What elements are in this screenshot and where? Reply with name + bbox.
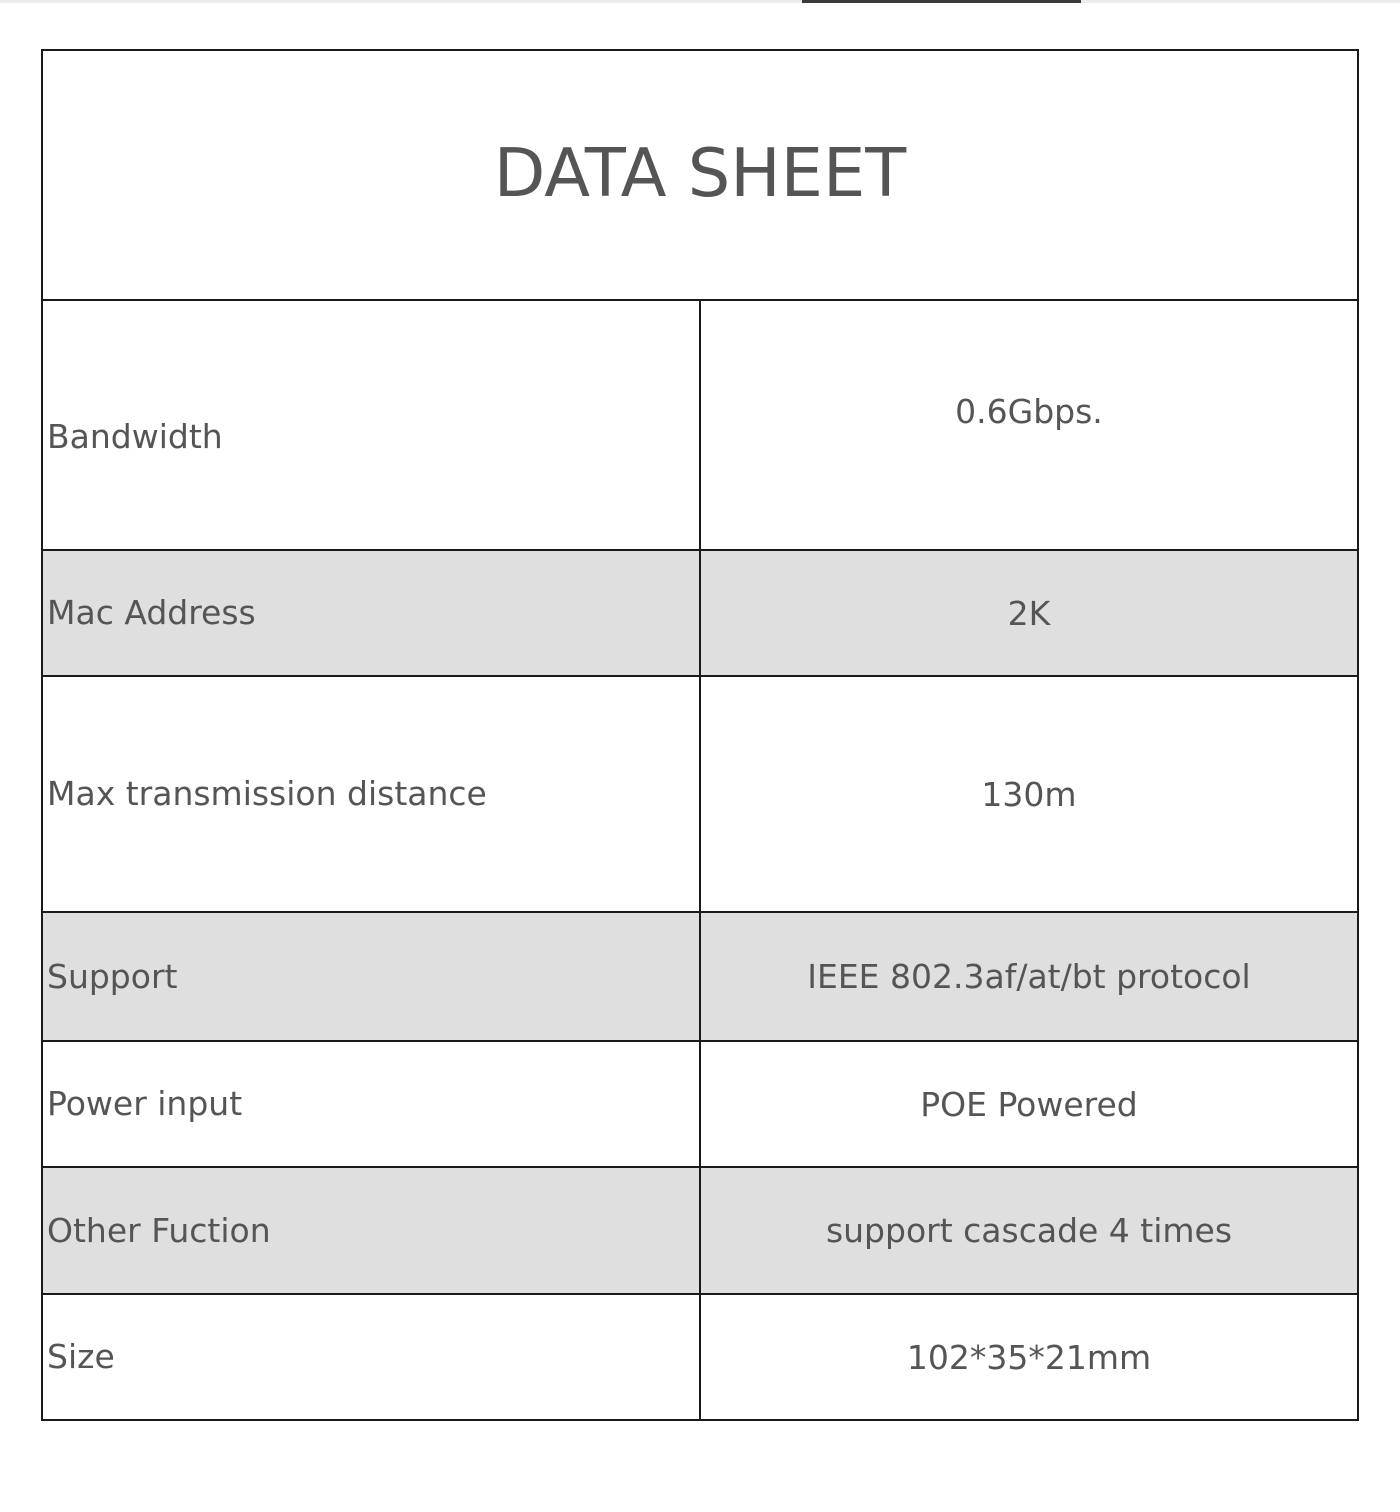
row-label: Max transmission distance bbox=[42, 676, 700, 912]
top-divider bbox=[0, 0, 1400, 3]
row-value: 2K bbox=[700, 550, 1358, 676]
table-title-cell bbox=[42, 50, 1358, 300]
row-value: 102*35*21mm bbox=[700, 1294, 1358, 1420]
row-value bbox=[700, 300, 1358, 550]
page-title: DATA SHEET bbox=[493, 134, 907, 212]
table-row bbox=[42, 1041, 1358, 1167]
table-row bbox=[42, 676, 1358, 912]
row-label: Mac Address bbox=[42, 550, 700, 676]
row-value: POE Powered bbox=[700, 1041, 1358, 1167]
row-label: Other Fuction bbox=[42, 1167, 700, 1294]
row-label: Support bbox=[42, 912, 700, 1041]
row-label-text: Bandwidth bbox=[47, 417, 223, 456]
row-value: IEEE 802.3af/at/bt protocol bbox=[700, 912, 1358, 1041]
data-sheet-table bbox=[41, 49, 1359, 1421]
row-label: Power input bbox=[42, 1041, 700, 1167]
row-value: 130m bbox=[700, 676, 1358, 912]
row-label bbox=[42, 300, 700, 550]
active-tab-indicator bbox=[802, 0, 1081, 3]
table-row bbox=[42, 1294, 1358, 1420]
row-value: support cascade 4 times bbox=[700, 1167, 1358, 1294]
table-row bbox=[42, 550, 1358, 676]
table-title-row bbox=[42, 50, 1358, 300]
table-row bbox=[42, 1167, 1358, 1294]
row-label: Size bbox=[42, 1294, 700, 1420]
table-row bbox=[42, 912, 1358, 1041]
row-value-text: 0.6Gbps. bbox=[955, 391, 1103, 431]
table-row bbox=[42, 300, 1358, 550]
